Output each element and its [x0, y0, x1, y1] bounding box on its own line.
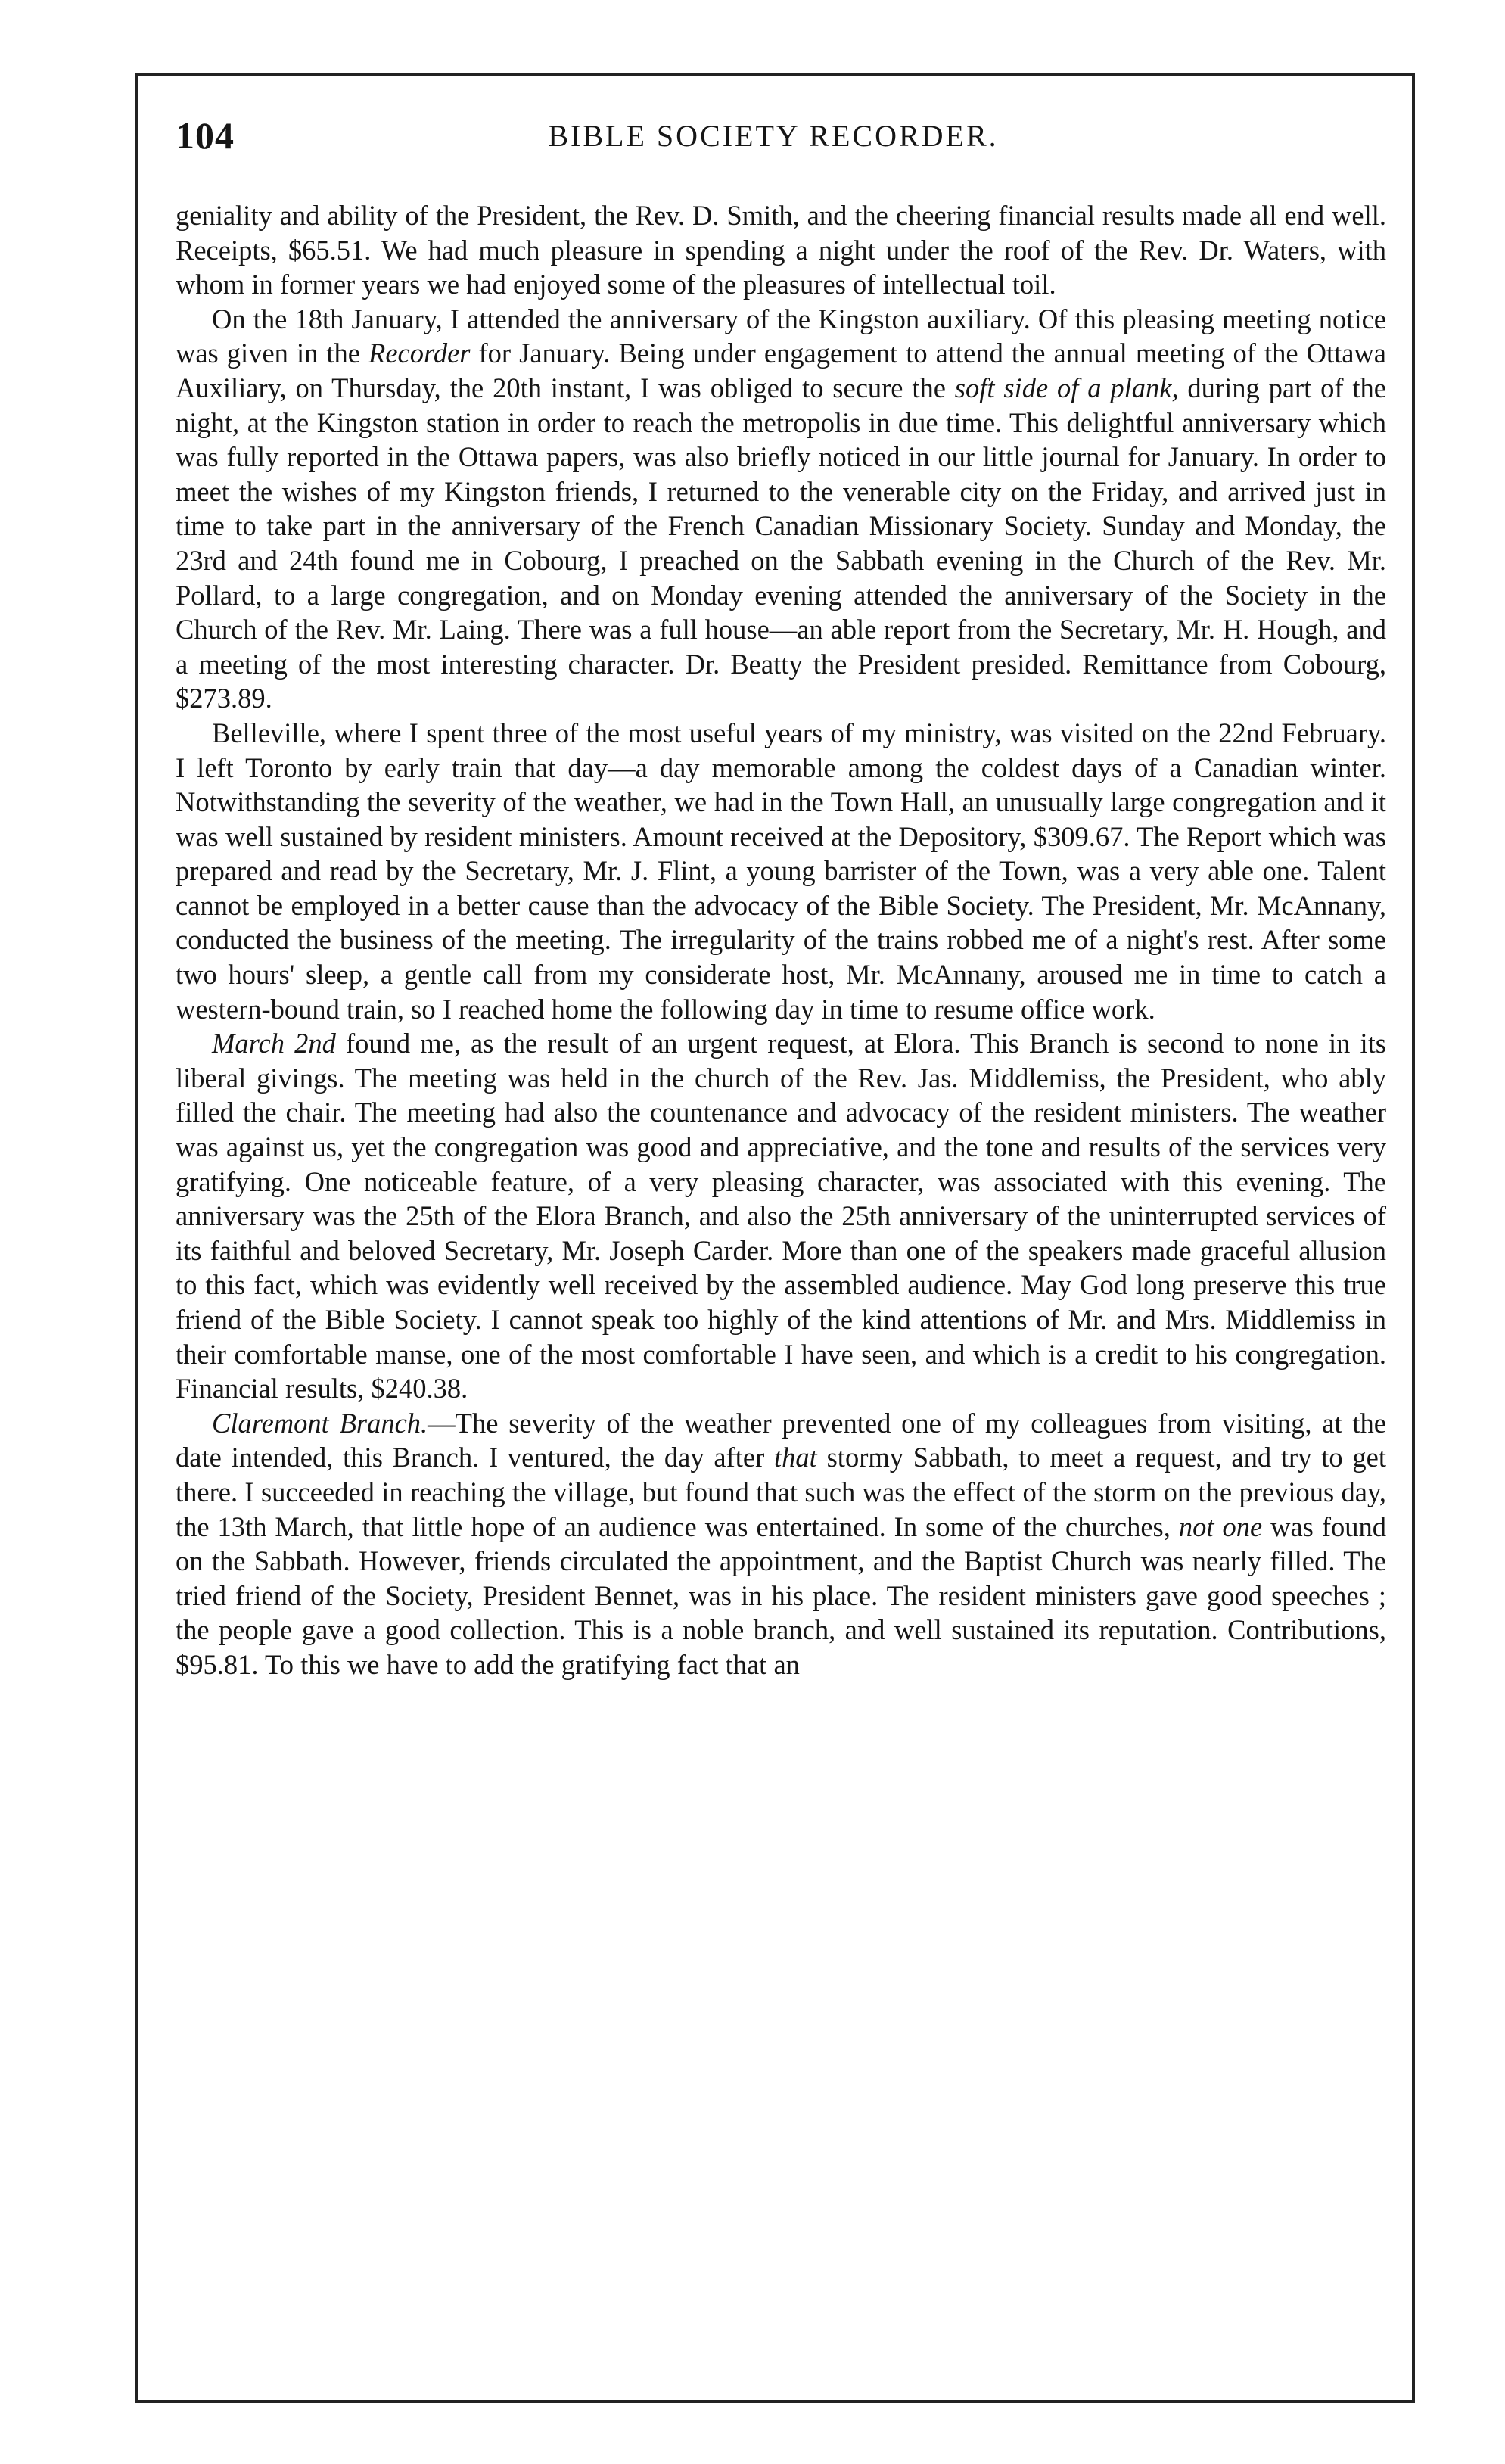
paragraph	[176, 198, 1386, 302]
italic-text: Recorder	[368, 338, 471, 369]
text-segment: —The severity of the weather prevented one of my colleagues from visiting, at the date intended, this Branch. I ventured, the day after	[176, 1407, 1386, 1473]
text-segment: during part of the night, at the Kingston station in order to reach the metropolis in due time. This delightful anniversary which was fully reported in the Ottawa papers, was also briefly noticed in our little journal for January. In order to meet the wishes of my Kingston friends, I returned to the venerable city on the Friday, and arrived just in time to take part in the anniversary of the French Canadian Missionary Society. Sunday and Monday, the 23rd and 24th found me in Cobourg, I preached on the Sabbath evening in the Church of the Rev. Mr. Pollard, to a large congregation, and on Monday evening attended the anniversary of the Society in the Church of the Rev. Mr. Laing. There was a full house—an able report from the Secretary, Mr. H. Hough, and a meeting of the most interesting character. Dr. Beatty the President presided. Remittance from Cobourg, $273.89.	[176, 372, 1387, 714]
text-segment: was found on the Sabbath. However, friends circulated the appointment, and the Baptist Church was nearly filled. The tried friend of the Society, President Bennet, was in his place. The resident ministers gave good speeches ; the people gave a good collection. This is a noble branch, and well sustained its reputation. Contributions, $95.81. To this we have to add the gratifying fact that an	[176, 1510, 1386, 1680]
text-segment: geniality and ability of the President, the Rev. D. Smith, and the cheering financial results made all end well. Receipts, $65.51. We had much pleasure in spending a night under the roof of the Rev. Dr. Waters, with whom in former years we had enjoyed some of the pleasures of intellectual toil.	[176, 200, 1386, 300]
text-segment: for January. Being under engagement to attend the annual meeting of the Ottawa Auxiliary, on Thursday, the 20th instant, I was obliged to secure the	[176, 338, 1386, 403]
italic-text: Claremont Branch.	[212, 1407, 428, 1439]
text-segment: found me, as the result of an urgent request, at Elora. This Branch is second to none in its liberal givings. The meeting was held in the church of the Rev. Jas. Middlemiss, the President, who ably filled the chair. The meeting had also the countenance and advocacy of the resident ministers. The weather was against us, yet the congregation was good and appreciative, and the tone and results of the services very gratifying. One noticeable feature, of a very pleasing character, was associated with this evening. The anniversary was the 25th of the Elora Branch, and also the 25th anniversary of the uninterrupted services of its faithful and beloved Secretary, Mr. Joseph Carder. More than one of the speakers made graceful allusion to this fact, which was evidently well received by the assembled audience. May God long preserve this true friend of the Bible Society. I cannot speak too highly of the kind attentions of Mr. and Mrs. Middlemiss in their comfortable manse, one of the most comfortable I have seen, and which is a credit to his congregation. Financial results, $240.38.	[176, 1028, 1386, 1405]
text-segment: stormy Sabbath, to meet a request, and try to get there. I succeeded in reaching the village, but found that such was the effect of the storm on the previous day, the 13th March, that little hope of an audience was entertained. In some of the churches,	[176, 1442, 1387, 1542]
italic-text: that	[774, 1442, 817, 1473]
page-header	[168, 114, 1379, 166]
running-title: BIBLE SOCIETY RECORDER.	[548, 119, 999, 153]
italic-text: March 2nd	[212, 1028, 336, 1059]
paragraph	[176, 1406, 1386, 1682]
text-segment: On the 18th January, I attended the anniversary of the Kingston auxiliary. Of this pleasing meeting notice was given in the	[176, 303, 1386, 369]
paragraph	[176, 302, 1386, 716]
text-segment: Belleville, where I spent three of the most useful years of my ministry, was visited on the 22nd February. I left Toronto by early train that day—a day memorable among the coldest days of a Canadian winter. Notwithstanding the severity of the weather, we had in the Town Hall, an unusually large congregation and it was well sustained by resident ministers. Amount received at the Depository, $309.67. The Report which was prepared and read by the Secretary, Mr. J. Flint, a young barrister of the Town, was a very able one. Talent cannot be employed in a better cause than the advocacy of the Bible Society. The President, Mr. McAnnany, conducted the business of the meeting. The irregularity of the trains robbed me of a night's rest. After some two hours' sleep, a gentle call from my considerate host, Mr. McAnnany, aroused me in time to catch a western-bound train, so I reached home the following day in time to resume office work.	[176, 717, 1386, 1025]
italic-text: soft side of a plank,	[954, 372, 1179, 403]
italic-text: not one	[1178, 1510, 1263, 1542]
paragraph	[176, 1026, 1386, 1406]
page-number: 104	[176, 114, 235, 157]
paragraph	[176, 716, 1386, 1026]
article-body	[176, 198, 1386, 1682]
